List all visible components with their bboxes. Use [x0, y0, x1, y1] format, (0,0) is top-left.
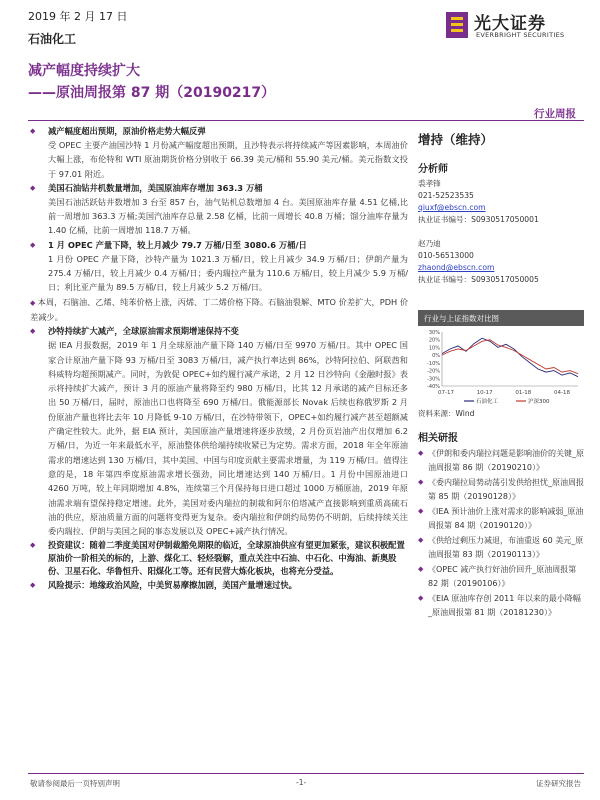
analyst-email-link[interactable]: zhaond@ebscn.com [418, 263, 495, 272]
paragraph-text: 本周，石脑油、乙烯、纯苯价格上涨，丙烯、丁二烯价格下降。石脑油裂解、MTO 价差扩大，PDH 价差减少。 [30, 296, 409, 322]
bullet-icon: ◆ [418, 507, 424, 515]
x-tick-label: 10-17 [476, 390, 493, 396]
footer-divider [28, 773, 584, 774]
main-content [30, 124, 408, 592]
header-divider [28, 120, 584, 121]
analyst-name: 裘孝锋 [418, 179, 441, 188]
heading-text: 减产幅度超出预期，原油价格走势大幅反弹 [48, 126, 206, 136]
analyst-email-link[interactable]: qiuxf@ebscn.com [418, 203, 486, 212]
x-tick-label: 07-17 [438, 390, 454, 396]
legend-label: 石油化工 [476, 399, 499, 404]
related-reports [418, 429, 584, 619]
bullet-icon: ◆ [30, 327, 36, 336]
section-heading [30, 579, 408, 592]
bullet-icon: ◆ [30, 298, 38, 307]
paragraph: 美国石油活跃钻井数增加 3 台至 857 台，油气钻机总数增加 4 台。美国原油库存量 4.51 亿桶,比前一周增加 363.3 万桶;美国汽油库存总量 2.58 亿桶，比前一周增长 40.8 万桶；馏分油库存量为 1.40 亿桶，比前一周增加 118.7 万桶。 [48, 196, 408, 236]
legend-label: 沪深300 [528, 399, 550, 404]
chart-title: 行业与上证指数对比图 [418, 310, 584, 326]
related-report-title: 《IEA 预计油价上涨对需求的影响减弱_原油周报第 84 期（20190120）》 [428, 507, 584, 530]
bullet-icon: ◆ [418, 449, 424, 457]
analyst-cert: 执业证书编号：S0930517050001 [418, 215, 539, 224]
footer-label: 证券研究报告 [536, 779, 581, 788]
paragraph: 受 OPEC 主要产油国沙特 1 月份减产幅度超出预期，且沙特表示将持续减产等因素影响，本周油价大幅上涨，布伦特和 WTI 原油期货价格分别收于 66.39 美元/桶和 55.90 美元/桶。美元指数文投于 97.01 附近。 [48, 140, 408, 179]
report-date: 2019 年 2 月 17 日 [28, 10, 128, 23]
related-report-title: 《OPEC 减产执行好油价回升_原油周报第 82 期（20190106）》 [428, 565, 577, 588]
logo-mark-icon [444, 10, 470, 40]
bullet-icon: ◆ [418, 565, 424, 573]
logo-text-en: EVERBRIGHT SECURITIES [476, 31, 565, 39]
chart-svg [418, 326, 584, 404]
related-report-item[interactable] [418, 534, 584, 561]
related-report-title: 《EIA 原油库存创 2011 年以来的最小降幅_原油周报第 81 期（20181230）》 [428, 594, 581, 617]
paragraph: 1 月份 OPEC 产量下降，沙特产量为 1021.3 万桶/日，较上月减少 34.9 万桶/日；伊朗产量为 275.4 万桶/日，较上月减少 0.4 万桶/日；委内瑞拉产量为 110.6 万桶/日，较上月减少 5.9 万桶/日；利比亚产量为 89.5 万桶/日，较上月减少 5.2 万桶/日。 [48, 253, 408, 293]
bullet-icon: ◆ [418, 536, 424, 544]
section-heading [30, 325, 408, 338]
heading-text: 沙特持续扩大减产，全球原油需求预期增速保持不变 [48, 326, 239, 337]
y-tick-label: -20% [427, 368, 440, 375]
report-type-label: 行业周报 [534, 108, 576, 120]
analyst-phone: 010-56513000 [418, 251, 474, 260]
section-heading [30, 239, 408, 252]
x-tick-label: 04-18 [554, 390, 570, 396]
brand-logo [444, 8, 584, 44]
related-report-item[interactable] [418, 447, 584, 474]
page-number: -1- [296, 778, 307, 787]
analyst-phone: 021-52523535 [418, 191, 474, 200]
x-tick-label: 01-18 [515, 390, 532, 396]
chart-axis [442, 332, 578, 386]
analyst-block [418, 178, 584, 226]
bullet-icon: ◆ [418, 478, 424, 486]
paragraph [30, 295, 408, 325]
index-comparison-chart [418, 310, 584, 419]
industry-label: 石油化工 [28, 32, 77, 46]
report-title: 减产幅度持续扩大 [28, 63, 140, 79]
bullet-icon: ◆ [30, 541, 36, 550]
bullet-icon: ◆ [30, 581, 36, 590]
footer-disclaimer: 敬请参阅最后一页特别声明 [30, 779, 120, 788]
sidebar [418, 124, 584, 621]
analyst-heading: 分析师 [418, 164, 448, 175]
related-report-title: 《伊朗和委内瑞拉问题是影响油价的关键_原油周报第 86 期（20190210）》 [428, 449, 584, 472]
analyst-block [418, 238, 584, 286]
section-heading [30, 182, 408, 195]
bullet-icon: ◆ [30, 127, 36, 135]
analyst-name: 赵乃迪 [418, 239, 441, 248]
series-line-0 [442, 338, 578, 377]
related-report-item[interactable] [418, 563, 584, 590]
heading-text: 风险提示：地缘政治风险，中美贸易摩擦加剧，美国产量增速过快。 [48, 580, 297, 591]
report-subtitle: ——原油周报第 87 期（20190217） [28, 85, 276, 101]
paragraph: 据 IEA 月报数据，2019 年 1 月全球原油产量下降 140 万桶/日至 9970 万桶/日。其中 OPEC 国家合计原油产量下降 93 万桶/日至 3083 万桶/日，减产执行率达到 86%，沙特阿拉伯、阿联酋和科威特均超预期减产。同时，为敦促 OPEC+如约履行减产承诺，2 月 12 日沙特向《金融时报》表示将持续扩大减产，预计 3 月的原油产量将降至约 980 万桶/日，比其 12 月承诺的减产目标还多出 50 万桶/日，届时，原油出口也将降至 690 万桶/日。俄能源部长 Novak 后续也称俄罗斯 2 月份原油产量也将比去年 10 月降低 9-10 万桶/日，在沙特带领下，OPEC+如约履行减产甚至超额减产确定性较大。此外，据 EIA 预计，美国原油产量增速将逐步放缓，2 月份页岩油产出仅增加 6.2 万桶/日，为近一年来最低水平，原油整体供给端持续收紧已为定势。需求方面，2018 年全年原油需求的增速达到 130 万桶/日，其中美国、中国与印度贡献主要需求增量，为 119 万桶/日。值得注意的是，18 年第四季度原油需求增长强劲，同比增速达到 140 万桶/日。1 月份中国原油进口 4260 万吨，较上年同期增加 4.8%，连续第三个月保持每日进口超过 1000 万桶原油，2019 年原油需求端有望保持稳定增速。此外，美国对委内瑞拉的制裁和阿尔伯塔减产直接影响到重质高硫石油的供应，原油质量方面的问题将变得更为复杂。委内瑞拉和伊朗约局势仍不明朗，后续持续关注委内瑞拉、伊朗与美国之间的事态发展以及 OPEC+减产执行情况。 [48, 340, 408, 537]
related-report-item[interactable] [418, 505, 584, 532]
heading-text: 投资建议：随着二季度美国对伊制裁豁免期限的临近，全球原油供应有望更加紧张，建议积极配置原油价一阶相关的标的，上游、煤化工、轻烃裂解，重点关注中石油、中石化、中海油、新奥股份、卫星石化、华鲁恒升、阳煤化工等。还有民营大炼化板块，也将充分受益。 [48, 540, 405, 577]
heading-text: 美国石油钻井机数量增加，美国原油库存增加 363.3 万桶 [48, 182, 263, 193]
heading-text: 1 月 OPEC 产量下降，较上月减少 79.7 万桶/日至 3080.6 万桶/日 [48, 239, 307, 250]
section-heading [30, 125, 408, 138]
y-tick-label: 0% [432, 353, 440, 360]
related-report-item[interactable] [418, 592, 584, 619]
bullet-icon: ◆ [418, 594, 424, 602]
related-report-item[interactable] [418, 476, 584, 503]
y-tick-label: 10% [428, 345, 440, 352]
y-tick-label: 30% [428, 330, 440, 336]
chart-source: 资料来源：Wind [418, 409, 475, 418]
y-tick-label: -40% [427, 384, 440, 390]
y-tick-label: -30% [427, 376, 440, 383]
bullet-icon: ◆ [30, 240, 36, 249]
analyst-cert: 执业证书编号：S0930517050005 [418, 275, 539, 284]
rating: 增持（维持） [418, 132, 494, 147]
bullet-icon: ◆ [30, 183, 36, 192]
related-report-title: 《供给过剩压力减退，布油重返 60 美元_原油周报第 83 期（20190113）》 [428, 536, 584, 559]
section-heading [30, 539, 408, 578]
logo-text-cn: 光大证券 [474, 14, 546, 34]
y-tick-label: -10% [427, 360, 440, 367]
y-tick-label: 20% [428, 337, 440, 344]
related-heading: 相关研报 [418, 433, 458, 444]
series-line-1 [442, 340, 578, 374]
related-report-title: 《委内瑞拉局势动荡引发供给担忧_原油周报第 85 期（20190128）》 [428, 478, 584, 501]
